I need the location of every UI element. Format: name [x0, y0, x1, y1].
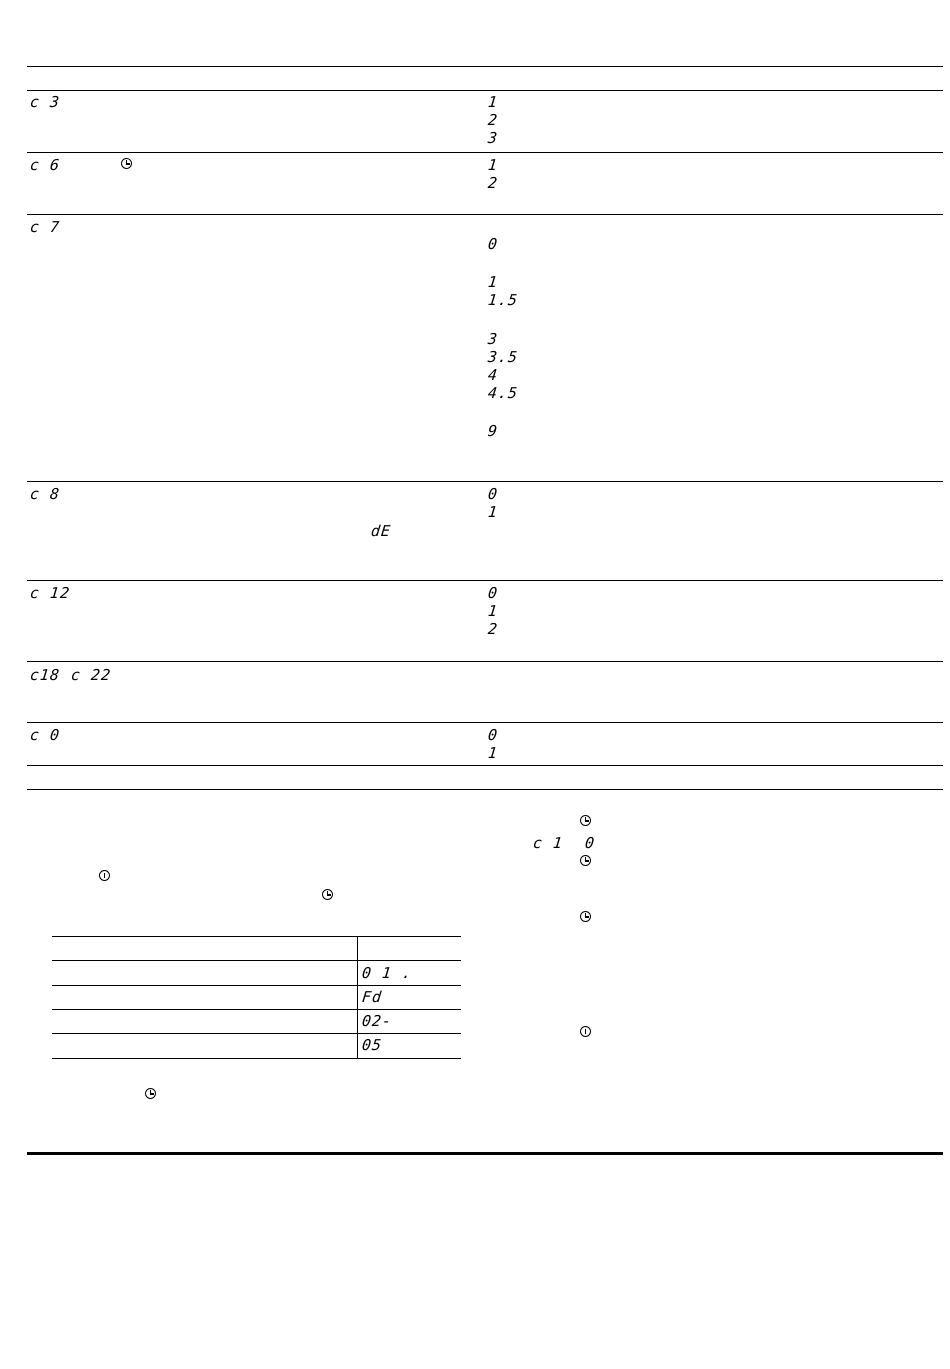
- row-value: 0: [487, 584, 499, 602]
- row-value: 2: [487, 620, 499, 638]
- row-code: c 0: [29, 726, 62, 744]
- clock-icon: [322, 889, 333, 900]
- clock-icon: [121, 158, 132, 169]
- sub-table-rule: [52, 960, 461, 961]
- sub-table-value: 02-: [361, 1012, 394, 1030]
- row-code-secondary: c 22: [70, 666, 113, 684]
- row-value: 1: [487, 93, 499, 111]
- power-icon: [99, 870, 110, 881]
- table-row-divider: [27, 481, 943, 482]
- row-code: c18: [29, 666, 62, 684]
- sub-table-rule: [52, 985, 461, 986]
- sub-table-value: Fd: [361, 988, 384, 1006]
- clock-icon: [580, 855, 591, 866]
- sub-table-rule: [52, 1058, 461, 1059]
- row-code: c 3: [29, 93, 62, 111]
- footer-rule: [27, 1152, 943, 1155]
- step-value: 0: [584, 834, 596, 852]
- table-row-divider: [27, 765, 943, 766]
- row-code: c 7: [29, 218, 62, 236]
- row-value: 1: [487, 503, 499, 521]
- row-value: 4.5: [487, 384, 520, 402]
- row-code: c 8: [29, 485, 62, 503]
- row-value: 1: [487, 273, 499, 291]
- power-icon: [580, 1026, 591, 1037]
- table-row-divider: [27, 152, 943, 153]
- row-value: 0: [487, 726, 499, 744]
- row-value: 2: [487, 111, 499, 129]
- table-row-divider: [27, 580, 943, 581]
- sub-table-rule: [52, 1009, 461, 1010]
- row-value: 3.5: [487, 348, 520, 366]
- sub-table-column-divider: [357, 936, 358, 1058]
- row-value: 3: [487, 330, 499, 348]
- row-value: 0: [487, 485, 499, 503]
- sub-table-rule: [52, 1033, 461, 1034]
- row-value: 4: [487, 366, 499, 384]
- table-row-divider: [27, 661, 943, 662]
- row-value: 1: [487, 602, 499, 620]
- sub-table-value: 0 1 .: [361, 964, 414, 982]
- table-row-divider: [27, 214, 943, 215]
- row-value: 1: [487, 744, 499, 762]
- clock-icon: [580, 911, 591, 922]
- row-value: 1: [487, 156, 499, 174]
- row-value: 0: [487, 235, 499, 253]
- row-value: 9: [487, 422, 499, 440]
- clock-icon: [580, 815, 591, 826]
- sub-table-rule: [52, 936, 461, 937]
- row-code: c 6: [29, 156, 62, 174]
- clock-icon: [145, 1088, 156, 1099]
- row-value: 3: [487, 129, 499, 147]
- row-value: 1.5: [487, 291, 520, 309]
- table-top-rule: [27, 66, 943, 67]
- step-code: c 1: [532, 834, 565, 852]
- table-row-divider: [27, 722, 943, 723]
- table-bottom-rule: [27, 789, 943, 790]
- sub-table-value: 05: [361, 1036, 384, 1054]
- row-note: dE: [370, 522, 393, 540]
- row-value: 2: [487, 174, 499, 192]
- row-code: c 12: [29, 584, 72, 602]
- table-row-divider: [27, 90, 943, 91]
